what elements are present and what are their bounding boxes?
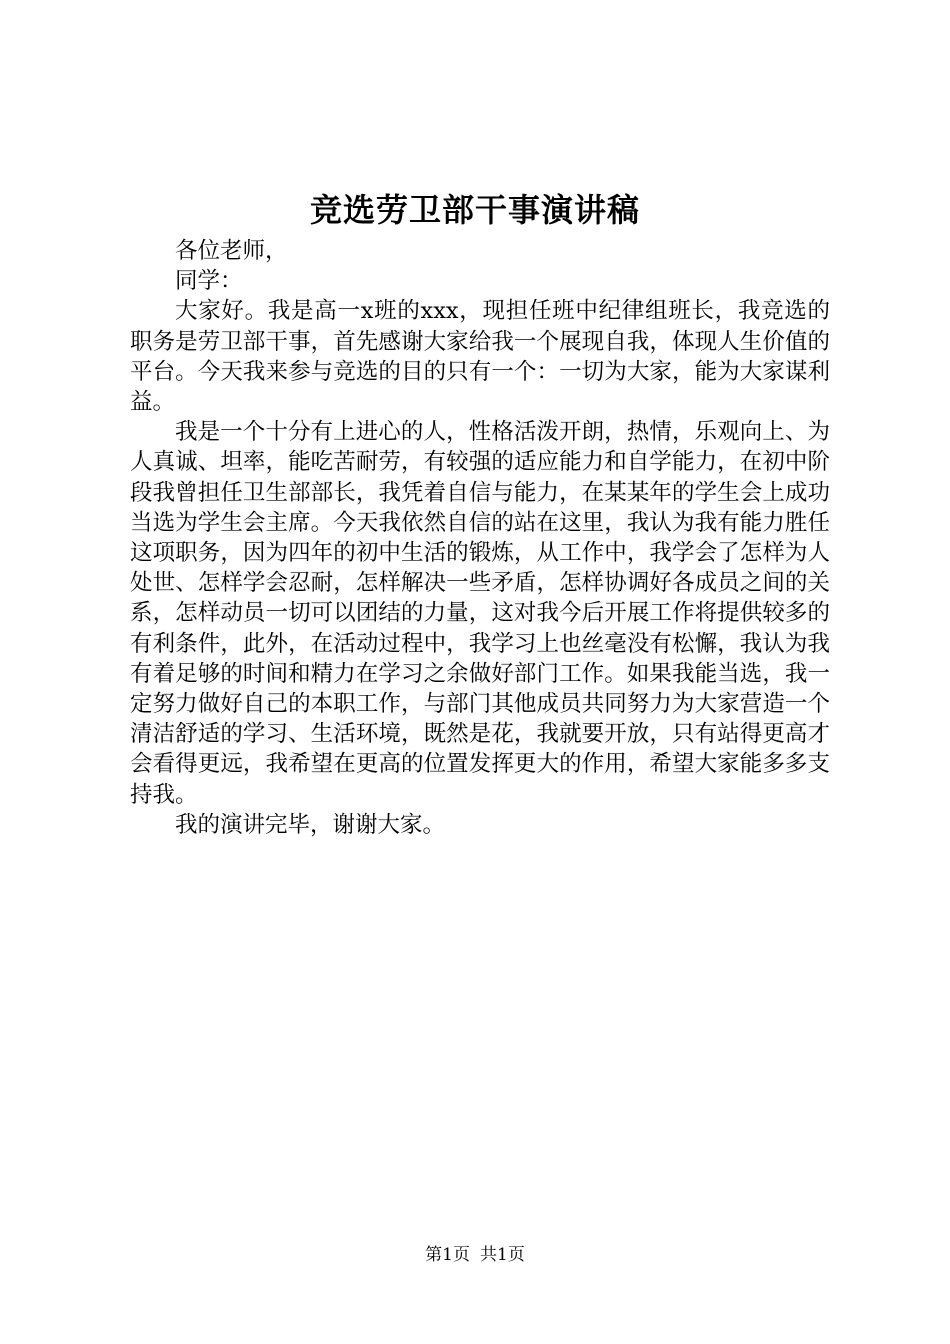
document-title: 竞选劳卫部干事演讲稿 [309,191,640,229]
paragraph-closing: 我的演讲完毕，谢谢大家。 [175,811,446,838]
paragraph-introduction: 大家好。我是高一x班的xxx，现担任班中纪律组班长，我竞选的职务是劳卫部干事，首先感谢大家给我一个展现自我，体现人生价值的平台。今天我来参与竞选的目的只有一个：一切为大家，能为大家谋利益。 [130,298,830,416]
page-footer [0,1243,950,1267]
salutation-students: 同学： [175,268,243,295]
document-body [130,236,830,840]
paragraph-qualifications: 我是一个十分有上进心的人，性格活泼开朗，热情，乐观向上、为人真诚、坦率，能吃苦耐劳，有较强的适应能力和自学能力，在初中阶段我曾担任卫生部部长，我凭着自信与能力，在某某年的学生会上成功当选为学生会主席。今天我依然自信的站在这里，我认为我有能力胜任这项职务，因为四年的初中生活的锻炼，从工作中，我学会了怎样为人处世、怎样学会忍耐，怎样解决一些矛盾，怎样协调好各成员之间的关系，怎样动员一切可以团结的力量，这对我今后开展工作将提供较多的有利条件，此外，在活动过程中，我学习上也丝毫没有松懈，我认为我有着足够的时间和精力在学习之余做好部门工作。如果我能当选，我一定努力做好自己的本职工作，与部门其他成员共同努力为大家营造一个清洁舒适的学习、生活环境，既然是花，我就要开放，只有站得更高才会看得更远，我希望在更高的位置发挥更大的作用，希望大家能多多支持我。 [130,419,830,808]
salutation-teachers: 各位老师， [175,238,288,264]
page-total: 共1页 [480,1245,525,1265]
page-number: 第1页 [425,1245,470,1265]
